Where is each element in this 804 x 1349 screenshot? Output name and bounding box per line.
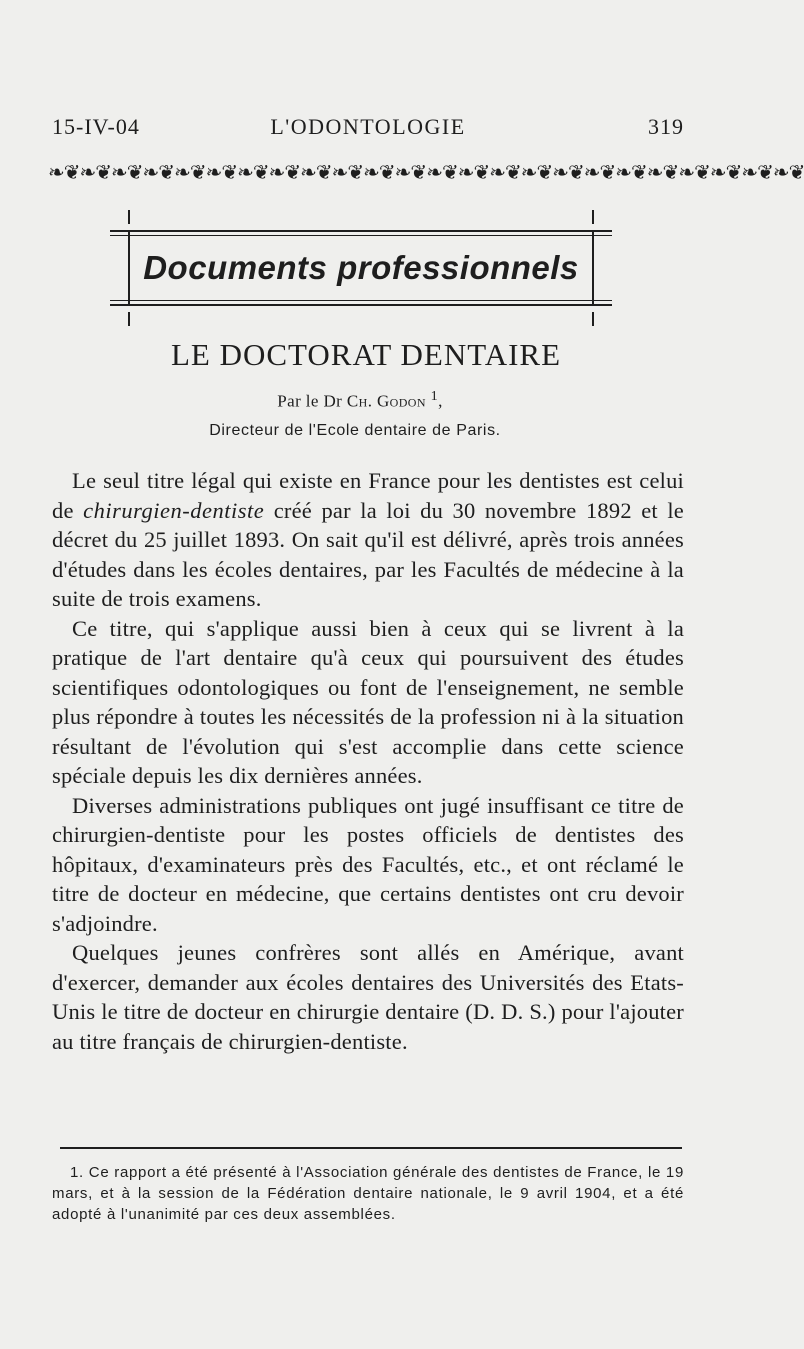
page-number: 319 — [648, 114, 684, 139]
frame-bottom-rule-thin — [110, 300, 612, 301]
emphasized-term: chirurgien-dentiste — [83, 497, 265, 523]
frame-tick — [592, 210, 594, 224]
header-journal-title: L'ODONTOLOGIE — [270, 114, 466, 139]
paragraph-text: Le seul titre légal qui existe en France pour les dentistes est celui de — [52, 468, 684, 523]
byline-suffix: , — [438, 391, 443, 411]
frame-tick — [128, 312, 130, 326]
ornamental-border: ❧❦❧❦❧❦❧❦❧❦❧❦❧❦❧❦❧❦❧❦❧❦❧❦❧❦❧❦❧❦❧❦❧❦❧❦❧❦❧❦❧❦❧❦❧❦❧❦ — [48, 162, 804, 184]
body-paragraph — [52, 466, 684, 614]
body-paragraph: Quelques jeunes confrères sont allés en Amérique, avant d'exercer, demander aux écoles dentaires des Universités des Etats-Unis le titre de docteur en chirurgie dentaire (D. D. S.) pour l'ajouter au titre français de chirurgien-dentiste. — [52, 940, 684, 1054]
article-byline — [0, 388, 720, 412]
section-banner-frame — [110, 208, 612, 328]
footnote-reference: 1 — [430, 388, 439, 404]
paragraph-text: créé par la loi du 30 novembre 1892 et le décret du 25 juillet 1893. On sait qu'il est délivré, après trois années d'études dans les écoles dentaires, par les Facultés de médecine à la suite de trois examens. — [52, 497, 684, 611]
frame-tick — [592, 312, 594, 326]
frame-left-rule — [128, 230, 130, 306]
footnote-text: 1. Ce rapport a été présenté à l'Association générale des dentistes de France, le 19 mars, et à la session de la Fédération dentaire nationale, le 9 avril 1904, et a été adopté à l'unanimité par ces deux assemblées. — [52, 1164, 684, 1223]
author-name: Ch. Godon — [346, 391, 426, 411]
section-title: Documents professionnels — [143, 249, 579, 286]
byline-prefix: Par le Dr — [277, 391, 343, 411]
frame-tick — [128, 210, 130, 224]
author-affiliation: Directeur de l'Ecole dentaire de Paris. — [209, 422, 501, 439]
body-paragraph: Ce titre, qui s'applique aussi bien à ceux qui se livrent à la pratique de l'art dentaire qu'à ceux qui poursuivent des études scientifiques odontologiques ou font de l'enseignement, ne semble plus répondre à toutes les nécessités de la profession ni à la situation résultant de l'évolution qui s'est accomplie dans cette science spéciale depuis les dix dernières années. — [52, 615, 684, 788]
frame-bottom-rule — [110, 304, 612, 306]
frame-top-rule — [110, 230, 612, 232]
article-title: LE DOCTORAT DENTAIRE — [170, 337, 562, 372]
footnote-separator — [60, 1147, 682, 1149]
frame-top-rule-thin — [110, 235, 612, 236]
body-paragraph: Diverses administrations publiques ont jugé insuffisant ce titre de chirurgien-dentiste pour les postes officiels de dentistes des hôpitaux, d'examinateurs près des Facultés, etc., et ont réclamé le titre de docteur en médecine, que certains dentistes ont cru devoir s'adjoindre. — [52, 792, 684, 936]
frame-right-rule — [592, 230, 594, 306]
running-header — [52, 114, 684, 144]
article-body — [52, 466, 684, 1056]
header-date: 15-IV-04 — [52, 114, 140, 139]
footnote — [52, 1162, 684, 1225]
